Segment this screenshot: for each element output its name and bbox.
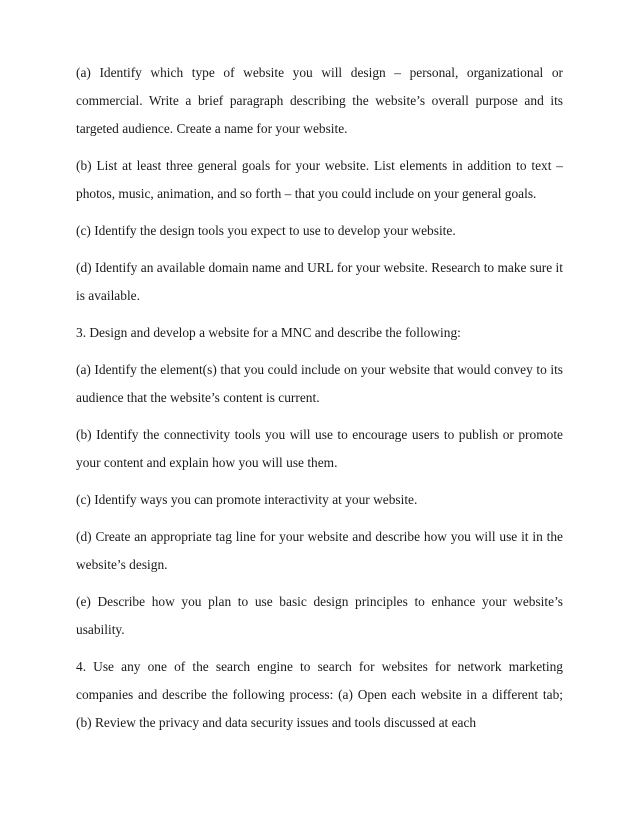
paragraph-1a: (a) Identify which type of website you will design – personal, organizational or commercial. Write a brief paragraph describing the website’s overall purpose and its targeted audience. Create a name for your website.: [76, 65, 563, 136]
paragraph-3d: (d) Create an appropriate tag line for your website and describe how you will use it in the website’s design.: [76, 529, 563, 572]
paragraph-3e: (e) Describe how you plan to use basic design principles to enhance your website’s usability.: [76, 594, 563, 637]
paragraph-1d: (d) Identify an available domain name and URL for your website. Research to make sure it is available.: [76, 260, 563, 303]
question-3-heading: 3. Design and develop a website for a MNC and describe the following:: [76, 325, 461, 340]
paragraph-1c: (c) Identify the design tools you expect to use to develop your website.: [76, 223, 456, 238]
paragraph-1b: (b) List at least three general goals for your website. List elements in addition to text – photos, music, animation, and so forth – that you could include on your general goals.: [76, 158, 563, 201]
paragraph-3b: (b) Identify the connectivity tools you will use to encourage users to publish or promote your content and explain how you will use them.: [76, 427, 563, 470]
question-4: 4. Use any one of the search engine to search for websites for network marketing companies and describe the following process: (a) Open each website in a different tab; (b) Review the privacy and data security issues and tools discussed at each: [76, 659, 563, 730]
paragraph-3c: (c) Identify ways you can promote interactivity at your website.: [76, 492, 418, 507]
document-body: [76, 59, 563, 746]
paragraph-3a: (a) Identify the element(s) that you could include on your website that would convey to its audience that the website’s content is current.: [76, 362, 563, 405]
